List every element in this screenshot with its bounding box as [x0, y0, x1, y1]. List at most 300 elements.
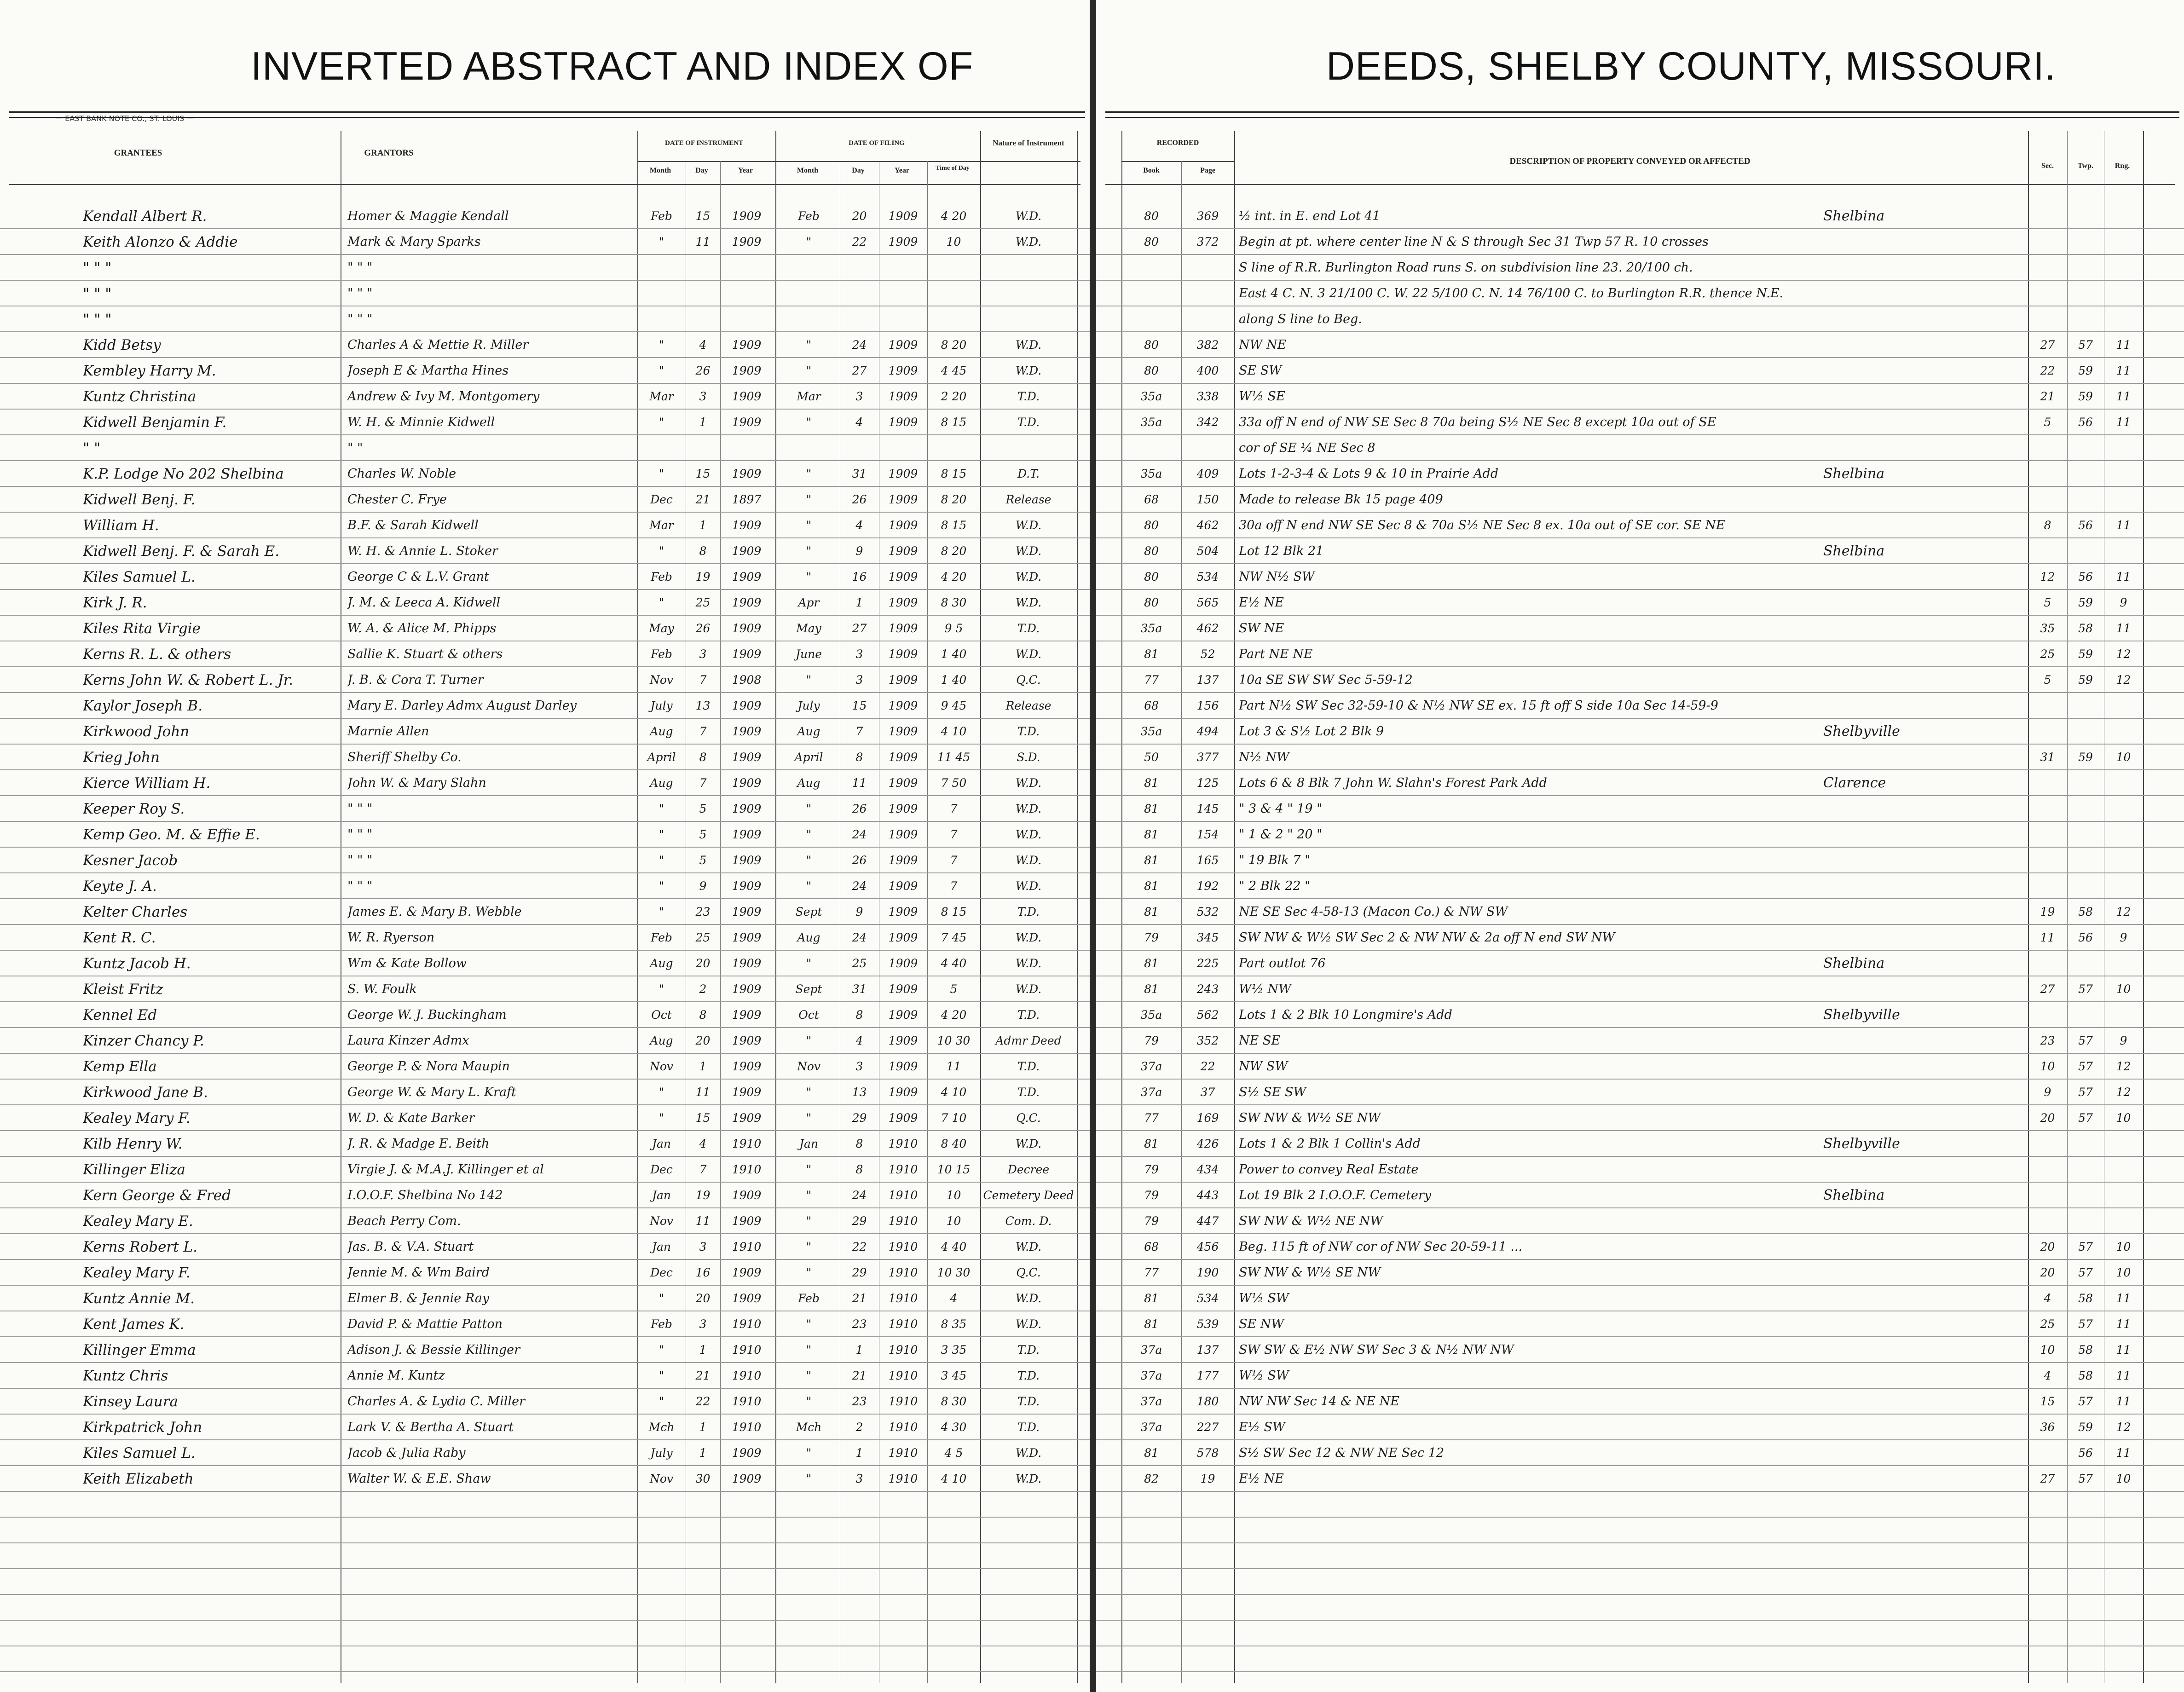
inst-day-cell: 11: [695, 235, 711, 248]
filing-day-cell: 24: [852, 931, 867, 944]
filing-month-cell: ": [806, 1395, 812, 1408]
twp-cell: 57: [2078, 1266, 2093, 1279]
filing-year-cell: 1909: [888, 1060, 918, 1073]
inst-year-cell: 1909: [732, 235, 762, 248]
filing-year-cell: 1909: [888, 390, 918, 403]
book-cell: 81: [1144, 879, 1159, 893]
inst-year-header: Year: [738, 167, 753, 174]
filing-year-cell: 1909: [888, 802, 918, 815]
page-cell: 534: [1196, 570, 1219, 583]
rng-cell: 11: [2116, 416, 2131, 429]
filing-time-cell: 7 10: [941, 1111, 967, 1125]
grantee-cell: Kemp Geo. M. & Effie E.: [83, 826, 260, 843]
filing-year-cell: 1909: [888, 957, 918, 970]
filing-day-cell: 27: [852, 622, 867, 635]
filing-day-cell: 20: [852, 209, 867, 223]
grantor-cell: Marnie Allen: [347, 724, 429, 739]
page-cell: 372: [1196, 235, 1219, 248]
inst-day-cell: 3: [699, 1317, 707, 1331]
book-cell: 81: [1144, 854, 1159, 867]
filing-month-cell: ": [806, 1317, 812, 1331]
date-instrument-header: DATE OF INSTRUMENT: [664, 139, 744, 147]
filing-year-cell: 1910: [888, 1343, 918, 1357]
filing-year-cell: 1909: [888, 931, 918, 944]
filing-year-cell: 1910: [888, 1137, 918, 1150]
filing-time-cell: 4 40: [941, 957, 967, 970]
filing-month-cell: ": [806, 1034, 812, 1047]
description-cell: NW NW Sec 14 & NE NE: [1239, 1394, 1399, 1409]
nature-cell: W.D.: [1015, 570, 1042, 583]
filing-month-cell: ": [806, 364, 812, 377]
grantor-cell: Mary E. Darley Admx August Darley: [347, 699, 577, 713]
filing-time-cell: 7: [950, 879, 958, 893]
sec-cell: 27: [2040, 1472, 2055, 1485]
twp-cell: [2067, 487, 2104, 513]
grantee-cell: Keith Alonzo & Addie: [83, 234, 238, 250]
description-cell: N½ NW: [1239, 750, 1289, 764]
nature-cell: Release: [1005, 493, 1052, 506]
twp-cell: 58: [2078, 1369, 2093, 1382]
grantor-cell: Mark & Mary Sparks: [347, 235, 481, 249]
description-cell: SW NW & W½ SE NW: [1239, 1265, 1381, 1280]
rng-cell: 9: [2120, 1034, 2127, 1047]
inst-year-cell: 1909: [732, 1034, 762, 1047]
book-cell: 82: [1144, 1472, 1159, 1485]
inst-year-cell: [720, 281, 773, 306]
filing-month-cell: ": [806, 544, 812, 558]
rng-cell: 9: [2120, 596, 2127, 609]
description-cell: W½ SE: [1239, 389, 1285, 404]
grantor-cell: J. B. & Cora T. Turner: [347, 673, 484, 687]
sec-cell: 9: [2044, 1086, 2051, 1099]
grantee-cell: Killinger Emma: [83, 1342, 196, 1358]
location-cell: [1823, 667, 2021, 693]
grantor-cell: W. D. & Kate Barker: [347, 1111, 475, 1125]
nature-cell: W.D.: [1015, 802, 1042, 815]
filing-month-cell: [778, 435, 840, 461]
grantor-cell: George C & L.V. Grant: [347, 570, 489, 584]
location-cell: Shelbyville: [1823, 723, 1900, 739]
page-cell: 169: [1196, 1111, 1219, 1125]
twp-cell: 56: [2078, 570, 2093, 583]
filing-month-cell: Apr: [798, 596, 820, 609]
inst-month-cell: Jan: [652, 1137, 671, 1150]
grantor-cell: S. W. Foulk: [347, 982, 417, 996]
filing-month-cell: ": [806, 467, 812, 480]
location-cell: [1823, 641, 2021, 667]
filing-day-header: Day: [852, 167, 865, 174]
filing-year-header: Year: [895, 167, 909, 174]
sec-cell: [2028, 281, 2067, 306]
description-cell: NE SE Sec 4-58-13 (Macon Co.) & NW SW: [1239, 905, 1508, 919]
location-cell: [1823, 1028, 2021, 1054]
book-cell: 68: [1144, 699, 1159, 712]
inst-month-cell: ": [659, 1369, 664, 1382]
grantee-cell: Kidd Betsy: [83, 337, 161, 353]
book-cell: 37a: [1140, 1421, 1162, 1434]
filing-day-cell: 26: [852, 854, 867, 867]
grantor-cell: J. M. & Leeca A. Kidwell: [347, 595, 501, 610]
filing-year-cell: 1910: [888, 1214, 918, 1228]
rng-cell: 10: [2116, 982, 2131, 996]
book-cell: 50: [1144, 751, 1159, 764]
inst-year-cell: 1909: [732, 725, 762, 738]
filing-month-cell: June: [795, 647, 822, 661]
inst-day-cell: 7: [699, 673, 707, 687]
book-cell: [1121, 306, 1181, 332]
inst-day-cell: 16: [695, 1266, 711, 1279]
filing-time-cell: 10 30: [937, 1034, 971, 1047]
inst-day-cell: 1: [699, 1060, 707, 1073]
filing-month-cell: ": [806, 1369, 812, 1382]
rng-cell: [2104, 229, 2143, 255]
inst-day-cell: 1: [699, 1446, 707, 1460]
filing-month-cell: ": [806, 235, 812, 248]
page-cell: 154: [1196, 828, 1219, 841]
page-cell: 227: [1196, 1421, 1219, 1434]
book-cell: 37a: [1140, 1369, 1162, 1382]
filing-day-cell: 3: [855, 390, 863, 403]
filing-month-header: Month: [797, 167, 819, 174]
twp-cell: [2067, 1183, 2104, 1208]
grantor-cell: Charles A. & Lydia C. Miller: [347, 1394, 525, 1409]
filing-day-cell: 4: [855, 519, 863, 532]
inst-month-cell: [640, 281, 683, 306]
sec-cell: [2028, 848, 2067, 873]
grantor-cell: George P. & Nora Maupin: [347, 1059, 510, 1074]
inst-day-cell: 20: [695, 1292, 711, 1305]
rng-cell: 12: [2116, 673, 2131, 687]
nature-cell: Release: [1005, 699, 1052, 712]
description-cell: Power to convey Real Estate: [1239, 1162, 1419, 1177]
filing-year-cell: 1909: [888, 1034, 918, 1047]
grantor-cell: " " ": [347, 802, 373, 816]
inst-day-cell: [686, 255, 720, 281]
filing-year-cell: 1909: [888, 519, 918, 532]
book-cell: [1121, 435, 1181, 461]
left-ledger-page: [0, 0, 1090, 1692]
filing-day-cell: 8: [855, 1137, 863, 1150]
twp-cell: [2067, 538, 2104, 564]
nature-cell: T.D.: [1017, 905, 1040, 918]
header-rule: [1105, 111, 2179, 118]
page-cell: 369: [1196, 209, 1219, 223]
filing-time-cell: 9 45: [941, 699, 967, 712]
filing-time-cell: 8 20: [941, 338, 967, 352]
book-cell: 35a: [1140, 467, 1162, 480]
filing-year-cell: 1909: [888, 596, 918, 609]
inst-month-cell: May: [649, 622, 674, 635]
nature-cell: W.D.: [1015, 931, 1042, 944]
inst-year-cell: 1909: [732, 931, 762, 944]
twp-cell: 59: [2078, 1421, 2093, 1434]
filing-day-cell: 4: [855, 416, 863, 429]
sec-cell: [2028, 461, 2067, 487]
filing-day-cell: 11: [852, 776, 867, 790]
description-cell: Lot 12 Blk 21: [1239, 544, 1324, 558]
sec-cell: 27: [2040, 338, 2055, 352]
filing-day-cell: 23: [852, 1395, 867, 1408]
inst-day-cell: 8: [699, 1008, 707, 1022]
inst-year-cell: 1909: [732, 802, 762, 815]
inst-day-cell: 4: [699, 338, 707, 352]
page-cell: 190: [1196, 1266, 1219, 1279]
filing-month-cell: Aug: [797, 776, 820, 790]
filing-month-cell: ": [806, 802, 812, 815]
rng-cell: [2104, 1183, 2143, 1208]
nature-cell: W.D.: [1015, 828, 1042, 841]
sec-cell: [2028, 306, 2067, 332]
rng-cell: [2104, 255, 2143, 281]
filing-time-cell: 8 15: [941, 467, 967, 480]
location-cell: Shelbina: [1823, 955, 1885, 971]
twp-cell: [2067, 822, 2104, 848]
filing-year-cell: 1909: [888, 1086, 918, 1099]
sec-cell: [2028, 1002, 2067, 1028]
book-cell: 68: [1144, 493, 1159, 506]
book-cell: 80: [1144, 544, 1159, 558]
rng-cell: 12: [2116, 1086, 2131, 1099]
nature-cell: T.D.: [1017, 1343, 1040, 1357]
book-cell: 35a: [1140, 390, 1162, 403]
recorded-header: RECORDED: [1156, 139, 1199, 147]
inst-month-cell: July: [650, 1446, 673, 1460]
filing-day-cell: [840, 281, 879, 306]
grantee-cell: Kilb Henry W.: [83, 1136, 183, 1152]
location-cell: Clarence: [1823, 775, 1886, 791]
filing-month-cell: [778, 255, 840, 281]
grantee-cell: Kuntz Chris: [83, 1368, 168, 1384]
page-cell: 456: [1196, 1240, 1219, 1253]
book-cell: 80: [1144, 338, 1159, 352]
page-cell: 125: [1196, 776, 1219, 790]
rng-cell: [2104, 1131, 2143, 1157]
inst-year-cell: 1909: [732, 776, 762, 790]
nature-cell: T.D.: [1017, 1060, 1040, 1073]
sec-cell: 4: [2044, 1292, 2051, 1305]
inst-year-cell: 1910: [732, 1369, 762, 1382]
location-cell: [1823, 1363, 2021, 1389]
filing-year-cell: 1909: [888, 1008, 918, 1022]
filing-time-cell: 7 50: [941, 776, 967, 790]
description-cell: E½ NE: [1239, 595, 1284, 610]
grantee-cell: Kiles Samuel L.: [83, 1445, 196, 1461]
page-cell: 177: [1196, 1369, 1219, 1382]
book-cell: 81: [1144, 802, 1159, 815]
filing-day-cell: 8: [855, 751, 863, 764]
filing-day-cell: 7: [855, 725, 863, 738]
sec-cell: [2028, 693, 2067, 719]
book-cell: 68: [1144, 1240, 1159, 1253]
page-cell: 462: [1196, 622, 1219, 635]
grantee-cell: Kirkwood John: [83, 723, 190, 740]
twp-cell: 56: [2078, 1446, 2093, 1460]
inst-year-cell: 1909: [732, 338, 762, 352]
filing-time-cell: 8 15: [941, 416, 967, 429]
page-cell: 494: [1196, 725, 1219, 738]
book-cell: 35a: [1140, 1008, 1162, 1022]
grantee-cell: Kuntz Jacob H.: [83, 955, 191, 972]
twp-cell: 56: [2078, 931, 2093, 944]
inst-year-cell: 1909: [732, 1086, 762, 1099]
filing-day-cell: 3: [855, 1060, 863, 1073]
twp-cell: [2067, 435, 2104, 461]
grantor-cell: Wm & Kate Bollow: [347, 956, 467, 970]
filing-time-cell: 11 45: [937, 751, 971, 764]
location-cell: [1823, 306, 2021, 332]
location-cell: [1823, 255, 2021, 281]
twp-cell: [2067, 719, 2104, 745]
sec-cell: [2028, 538, 2067, 564]
inst-day-cell: 13: [695, 699, 711, 712]
page-cell: 578: [1196, 1446, 1219, 1460]
filing-month-cell: Jan: [799, 1137, 819, 1150]
location-cell: [1823, 693, 2021, 719]
description-cell: E½ SW: [1239, 1420, 1285, 1434]
description-cell: SW SW & E½ NW SW Sec 3 & N½ NW NW: [1239, 1343, 1514, 1357]
book-cell: 79: [1144, 1034, 1159, 1047]
filing-year-cell: 1910: [888, 1240, 918, 1253]
twp-cell: 57: [2078, 1060, 2093, 1073]
page-cell: 539: [1196, 1317, 1219, 1331]
grantor-cell: W. A. & Alice M. Phipps: [347, 621, 497, 635]
sec-cell: 27: [2040, 982, 2055, 996]
inst-year-cell: 1909: [732, 1008, 762, 1022]
twp-cell: 57: [2078, 1086, 2093, 1099]
location-cell: [1823, 745, 2021, 770]
description-cell: East 4 C. N. 3 21/100 C. W. 22 5/100 C. N. 14 76/100 C. to Burlington R.R. thence N.E.: [1239, 286, 1784, 300]
filing-time-cell: 2 20: [941, 390, 967, 403]
twp-cell: [2067, 1208, 2104, 1234]
filing-time-cell: 7 45: [941, 931, 967, 944]
page-cell: 150: [1196, 493, 1219, 506]
description-cell: NW SW: [1239, 1059, 1288, 1074]
inst-year-cell: 1909: [732, 1189, 762, 1202]
description-cell: ½ int. in E. end Lot 41: [1239, 209, 1381, 223]
inst-year-cell: 1909: [732, 1214, 762, 1228]
filing-year-cell: [879, 435, 927, 461]
book-cell: 81: [1144, 1137, 1159, 1150]
rng-cell: 10: [2116, 1472, 2131, 1485]
inst-year-cell: 1910: [732, 1240, 762, 1253]
filing-year-cell: [879, 306, 927, 332]
description-cell: SW NW & W½ NE NW: [1239, 1214, 1383, 1228]
grantor-cell: Elmer B. & Jennie Ray: [347, 1291, 490, 1305]
filing-month-cell: ": [806, 1266, 812, 1279]
inst-month-cell: Jan: [652, 1240, 671, 1253]
inst-year-cell: 1909: [732, 364, 762, 377]
grantor-cell: Jennie M. & Wm Baird: [347, 1265, 490, 1280]
sec-cell: [2028, 796, 2067, 822]
inst-month-cell: Mar: [649, 390, 674, 403]
inst-year-cell: 1909: [732, 209, 762, 223]
inst-day-cell: 5: [699, 802, 707, 815]
nature-cell: W.D.: [1015, 776, 1042, 790]
nature-cell: W.D.: [1015, 235, 1042, 248]
inst-year-cell: [720, 255, 773, 281]
description-cell: W½ SW: [1239, 1369, 1289, 1383]
inst-year-cell: 1910: [732, 1137, 762, 1150]
inst-year-cell: 1909: [732, 905, 762, 918]
filing-year-cell: 1910: [888, 1292, 918, 1305]
description-cell: S½ SW Sec 12 & NW NE Sec 12: [1239, 1446, 1444, 1460]
rng-cell: [2104, 306, 2143, 332]
inst-day-cell: 3: [699, 1240, 707, 1253]
grantee-cell: Kealey Mary F.: [83, 1110, 191, 1126]
grantee-cell: Keith Elizabeth: [83, 1471, 194, 1487]
page-cell: 426: [1196, 1137, 1219, 1150]
book-cell: 81: [1144, 1292, 1159, 1305]
twp-cell: 57: [2078, 1111, 2093, 1125]
filing-time-cell: 1 40: [941, 673, 967, 687]
filing-month-cell: ": [806, 879, 812, 893]
twp-cell: 56: [2078, 519, 2093, 532]
inst-year-cell: 1909: [732, 699, 762, 712]
page-cell: 377: [1196, 751, 1219, 764]
sec-header: Sec.: [2041, 162, 2054, 170]
page-cell: [1181, 255, 1234, 281]
filing-year-cell: 1910: [888, 1317, 918, 1331]
location-cell: Shelbyville: [1823, 1136, 1900, 1152]
page-cell: 345: [1196, 931, 1219, 944]
twp-cell: [2067, 255, 2104, 281]
sec-cell: [2028, 1131, 2067, 1157]
filing-year-cell: 1909: [888, 622, 918, 635]
grantee-cell: Kesner Jacob: [83, 852, 178, 869]
twp-cell: [2067, 1131, 2104, 1157]
inst-month-cell: ": [659, 235, 664, 248]
book-cell: [1121, 281, 1181, 306]
filing-time-cell: 4 20: [941, 570, 967, 583]
book-cell: 37a: [1140, 1060, 1162, 1073]
filing-time-cell: [927, 306, 980, 332]
grantee-cell: Kirkwood Jane B.: [83, 1084, 208, 1101]
grantor-cell: W. H. & Annie L. Stoker: [347, 544, 498, 558]
location-cell: [1823, 435, 2021, 461]
sec-cell: 20: [2040, 1266, 2055, 1279]
filing-month-cell: ": [806, 673, 812, 687]
inst-month-cell: Feb: [651, 570, 672, 583]
filing-day-cell: 21: [852, 1369, 867, 1382]
inst-year-cell: 1909: [732, 957, 762, 970]
inst-month-cell: [640, 435, 683, 461]
nature-cell: [980, 281, 1077, 306]
sec-cell: [2028, 229, 2067, 255]
page-cell: 565: [1196, 596, 1219, 609]
location-cell: Shelbina: [1823, 466, 1885, 482]
rng-cell: 11: [2116, 1446, 2131, 1460]
book-cell: 77: [1144, 1111, 1159, 1125]
description-cell: Part N½ SW Sec 32-59-10 & N½ NW SE ex. 15 ft off S side 10a Sec 14-59-9: [1239, 699, 1718, 713]
filing-time-cell: 4 30: [941, 1421, 967, 1434]
rng-cell: [2104, 1157, 2143, 1183]
filing-day-cell: 8: [855, 1163, 863, 1176]
inst-month-cell: Nov: [649, 1214, 674, 1228]
grantee-cell: Keyte J. A.: [83, 878, 157, 895]
filing-year-cell: 1910: [888, 1369, 918, 1382]
filing-time-cell: 1 40: [941, 647, 967, 661]
filing-time-cell: 7: [950, 828, 958, 841]
inst-month-cell: Dec: [650, 1163, 673, 1176]
page-cell: 225: [1196, 957, 1219, 970]
inst-day-cell: 8: [699, 751, 707, 764]
location-cell: [1823, 873, 2021, 899]
filing-year-cell: [879, 281, 927, 306]
location-cell: [1823, 410, 2021, 435]
rng-cell: [2104, 203, 2143, 229]
filing-month-cell: Sept: [795, 982, 822, 996]
location-cell: [1823, 1311, 2021, 1337]
